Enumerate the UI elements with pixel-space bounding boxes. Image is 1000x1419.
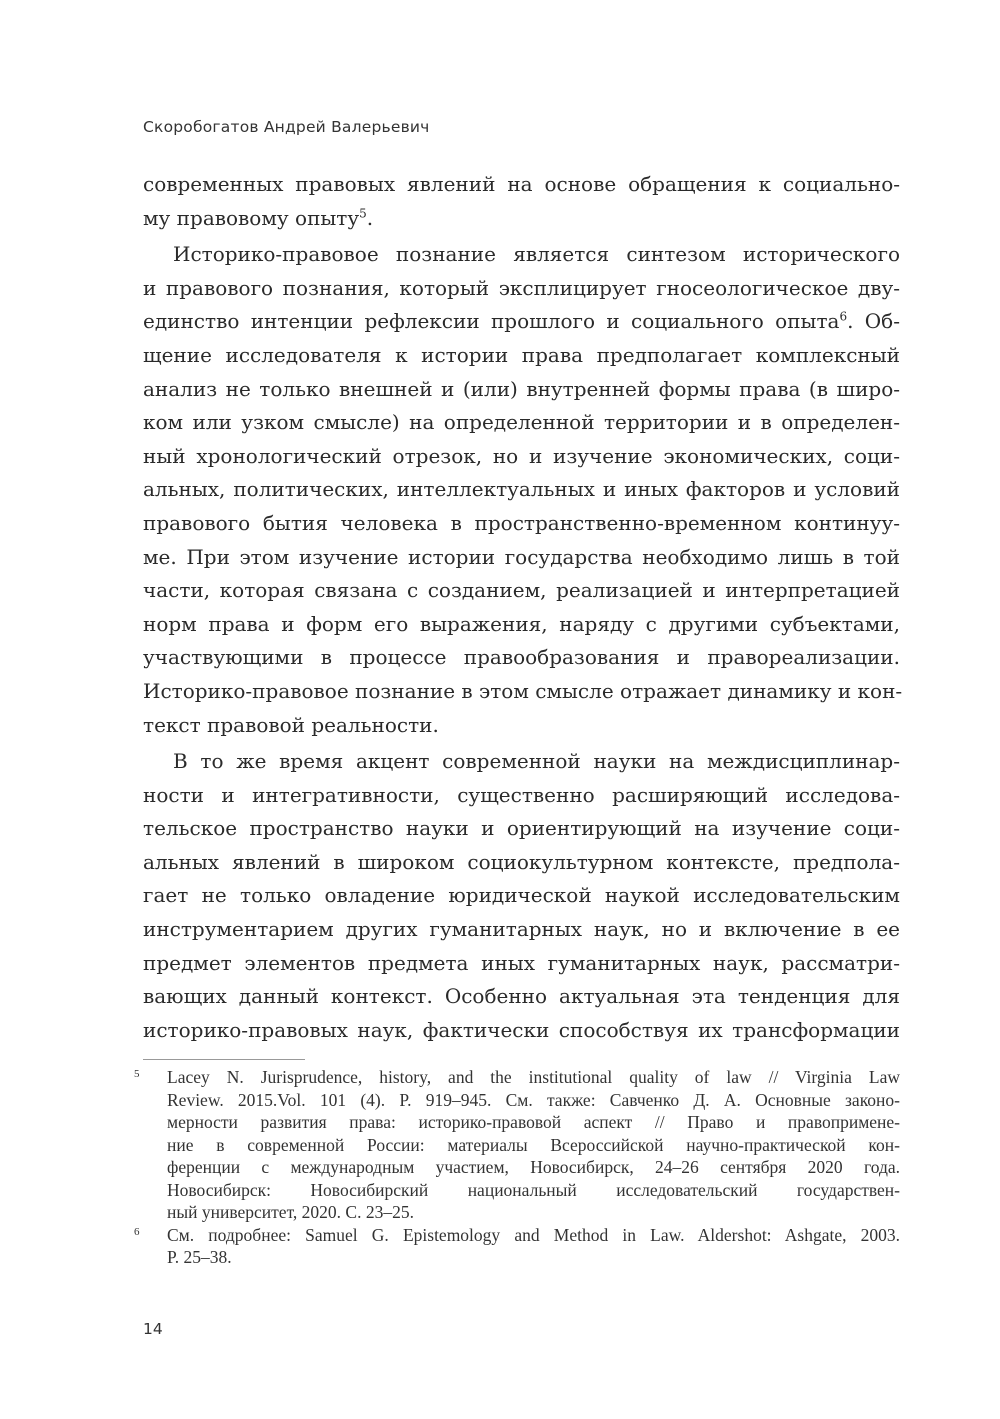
text-line: ком или узком смысле) на определенной территории и в определен- bbox=[143, 410, 900, 435]
footnote bbox=[134, 1066, 900, 1224]
text-line: и правового познания, который эксплицирует гносеологическое дву- bbox=[143, 275, 900, 300]
footnote-ref[interactable]: 5 bbox=[359, 205, 367, 220]
footnote-line: P. 25–38. bbox=[167, 1247, 232, 1267]
text-line: норм права и форм его выражения, наряду с другими субъектами, bbox=[143, 611, 900, 636]
footnote-ref[interactable]: 6 bbox=[839, 309, 848, 324]
text-line: инструментарием других гуманитарных наук, но и включение в ее bbox=[143, 917, 900, 942]
text-line: современных правовых явлений на основе обращения к социально- bbox=[143, 172, 900, 196]
text-line: ме. При этом изучение истории государства необходимо лишь в той bbox=[143, 544, 900, 569]
text-line bbox=[143, 202, 900, 236]
footnote-line: См. подробнее: Samuel G. Epistemology and Method in Law. Aldershot: Ashgate, 2003. bbox=[167, 1224, 900, 1245]
paragraph bbox=[143, 238, 903, 742]
running-header-author: Скоробогатов Андрей Валерьевич bbox=[143, 118, 430, 136]
text-line: гает не только овладение юридической наукой исследовательским bbox=[143, 883, 900, 908]
footnote-text bbox=[167, 1224, 900, 1269]
footnote bbox=[134, 1224, 900, 1269]
text-fragment: му правовому опыту bbox=[143, 205, 360, 230]
footnote-line: ный университет, 2020. С. 23–25. bbox=[167, 1202, 414, 1222]
text-line: части, которая связана с созданием, реализацией и интерпретацией bbox=[143, 578, 900, 603]
footnote-number: 5 bbox=[134, 1068, 140, 1080]
footnote-line: Новосибирск: Новосибирский национальный исследовательский государствен- bbox=[167, 1179, 900, 1200]
text-line: В то же время акцент современной науки на междисциплинар- bbox=[173, 749, 900, 774]
text-line: альных явлений в широком социокультурном контексте, предпола- bbox=[143, 849, 900, 874]
footnotes bbox=[134, 1066, 900, 1269]
text-line: Историко-правовое познание является синтезом исторического bbox=[173, 242, 900, 267]
footnote-line: Review. 2015.Vol. 101 (4). P. 919–945. См. также: Савченко Д. А. Основные законо- bbox=[167, 1089, 900, 1110]
text-line: альных, политических, интеллектуальных и иных факторов и условий bbox=[143, 477, 900, 502]
text-fragment: . bbox=[366, 205, 374, 230]
text-fragment: единство интенции рефлексии прошлого и социального опыта bbox=[143, 309, 840, 334]
text-line: тельское пространство науки и ориентирующий на изучение соци- bbox=[143, 816, 900, 841]
page-number: 14 bbox=[143, 1320, 163, 1338]
text-line: Историко-правовое познание в этом смысле отражает динамику и кон- bbox=[143, 678, 903, 703]
footnote-line: ние в современной России: материалы Всероссийской научно-практической кон- bbox=[167, 1134, 900, 1155]
text-line: щение исследователя к истории права предполагает комплексный bbox=[143, 342, 900, 367]
paragraph bbox=[143, 168, 900, 235]
footnote-line: мерности развития права: историко-правовой аспект // Право и правоприменe- bbox=[167, 1112, 900, 1132]
footnote-divider bbox=[143, 1059, 305, 1060]
text-line: правового бытия человека в пространственно-временном континуу- bbox=[143, 510, 900, 535]
text-line: анализ не только внешней и (или) внутренней формы права (в широ- bbox=[143, 376, 900, 401]
text-line: ности и интегративности, существенно расширяющий исследова- bbox=[143, 782, 900, 807]
body-text bbox=[143, 168, 903, 1047]
text-line: предмет элементов предмета иных гуманитарных наук, рассматри- bbox=[143, 950, 900, 975]
footnote-line: ференции с международным участием, Новосибирск, 24–26 сентября 2020 года. bbox=[167, 1157, 900, 1177]
text-line: вающих данный контекст. Особенно актуальная эта тенденция для bbox=[143, 984, 900, 1009]
footnote-line: Lacey N. Jurisprudence, history, and the institutional quality of law // Virginia Law bbox=[167, 1067, 900, 1087]
text-fragment: . Об- bbox=[847, 309, 900, 334]
footnote-text bbox=[167, 1066, 900, 1224]
text-line: участвующими в процессе правообразования и правореализации. bbox=[143, 645, 900, 670]
text-line bbox=[143, 305, 900, 339]
paragraph bbox=[143, 745, 900, 1047]
text-line: историко-правовых наук, фактически способствуя их трансформации bbox=[143, 1017, 900, 1042]
text-line: ный хронологический отрезок, но и изучение экономических, соци- bbox=[143, 443, 900, 468]
footnote-number: 6 bbox=[134, 1225, 140, 1238]
text-line: текст правовой реальности. bbox=[143, 712, 439, 737]
